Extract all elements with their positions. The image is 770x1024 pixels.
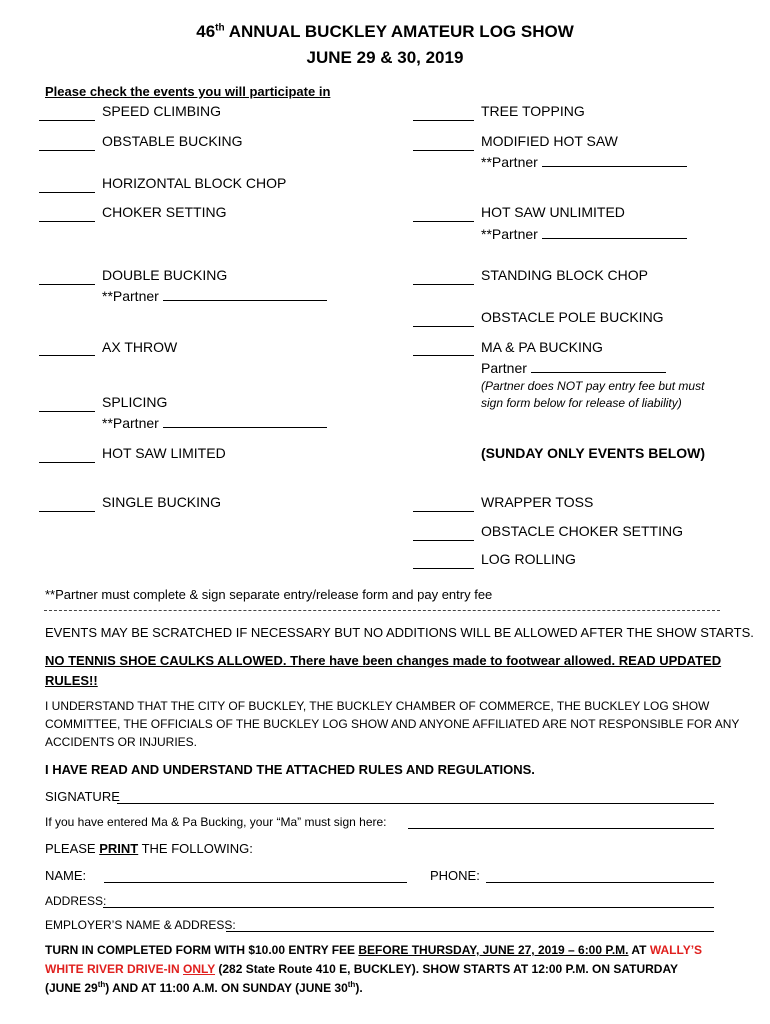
- event-tree-topping: TREE TOPPING: [481, 103, 585, 119]
- signature-label: SIGNATURE: [45, 789, 120, 804]
- name-label: NAME:: [45, 868, 87, 883]
- partner-name-line[interactable]: [542, 154, 687, 167]
- event-horizontal-block-chop: HORIZONTAL BLOCK CHOP: [102, 175, 287, 191]
- title-number: 46: [196, 22, 216, 41]
- title-text: ANNUAL BUCKLEY AMATEUR LOG SHOW: [224, 22, 574, 41]
- partner-name-line[interactable]: [531, 360, 666, 373]
- scratch-notice: EVENTS MAY BE SCRATCHED IF NECESSARY BUT NO ADDITIONS WILL BE ALLOWED AFTER THE SHOW STARTS.: [45, 625, 754, 640]
- divider: [44, 610, 720, 611]
- signature-field[interactable]: [117, 803, 714, 804]
- print-pre: PLEASE: [45, 841, 100, 856]
- event-log-rolling: LOG ROLLING: [481, 551, 576, 567]
- footer-line-1: [45, 943, 702, 957]
- print-post: THE FOLLOWING:: [138, 841, 253, 856]
- event-obstable-bucking: OBSTABLE BUCKING: [102, 133, 243, 149]
- footer-text: AT: [628, 943, 650, 957]
- event-obstacle-choker-setting: OBSTACLE CHOKER SETTING: [481, 523, 683, 539]
- address-field[interactable]: [103, 907, 714, 908]
- checkbox-line-standing-block-chop[interactable]: [413, 284, 474, 285]
- event-splicing: SPLICING: [102, 394, 168, 410]
- event-hot-saw-limited: HOT SAW LIMITED: [102, 445, 226, 461]
- ma-pa-note-line-1: (Partner does NOT pay entry fee but must: [481, 379, 705, 393]
- partner-footnote: **Partner must complete & sign separate entry/release form and pay entry fee: [45, 587, 493, 602]
- checkbox-line-tree-topping[interactable]: [413, 120, 474, 121]
- ma-pa-note-line-2: sign form below for release of liability): [481, 396, 682, 410]
- caulks-notice-line-1: NO TENNIS SHOE CAULKS ALLOWED. There have been changes made to footwear allowed. READ UPDATED: [45, 653, 722, 668]
- checkbox-line-ma-pa-bucking[interactable]: [413, 355, 474, 356]
- double-bucking-partner: [102, 288, 327, 304]
- checkbox-line-speed-climbing[interactable]: [39, 120, 95, 121]
- checkbox-line-choker-setting[interactable]: [39, 221, 95, 222]
- deadline-text: BEFORE THURSDAY, JUNE 27, 2019 – 6:00 P.M.: [358, 943, 629, 957]
- event-modified-hot-saw: MODIFIED HOT SAW: [481, 133, 618, 149]
- print-instruction: [45, 841, 253, 856]
- liability-line-3: ACCIDENTS OR INJURIES.: [45, 735, 198, 749]
- checkbox-line-splicing[interactable]: [39, 411, 95, 412]
- event-choker-setting: CHOKER SETTING: [102, 204, 227, 220]
- checkbox-line-double-bucking[interactable]: [39, 284, 95, 285]
- event-speed-climbing: SPEED CLIMBING: [102, 103, 222, 119]
- partner-label: Partner: [481, 360, 527, 376]
- partner-name-line[interactable]: [542, 226, 687, 239]
- employer-label: EMPLOYER’S NAME & ADDRESS:: [45, 918, 236, 932]
- splicing-partner: [102, 415, 327, 431]
- hot-saw-unlimited-partner: [481, 226, 687, 242]
- checkbox-line-obstacle-pole-bucking[interactable]: [413, 326, 474, 327]
- name-field[interactable]: [104, 882, 407, 883]
- checkbox-line-hot-saw-limited[interactable]: [39, 462, 95, 463]
- event-hot-saw-unlimited: HOT SAW UNLIMITED: [481, 204, 625, 220]
- phone-label: PHONE:: [430, 868, 480, 883]
- ordinal: th: [347, 980, 356, 989]
- checkbox-line-log-rolling[interactable]: [413, 568, 474, 569]
- checkbox-line-ax-throw[interactable]: [39, 355, 95, 356]
- title-ordinal: th: [215, 22, 225, 34]
- checkbox-line-obstacle-choker-setting[interactable]: [413, 540, 474, 541]
- phone-field[interactable]: [486, 882, 714, 883]
- checkbox-line-hot-saw-unlimited[interactable]: [413, 221, 474, 222]
- ma-pa-partner: [481, 360, 666, 376]
- venue-name: WALLY’S: [649, 943, 703, 957]
- ordinal: th: [97, 980, 106, 989]
- employer-field[interactable]: [226, 931, 714, 932]
- form-title: [0, 22, 770, 42]
- footer-text: (282 State Route 410 E, BUCKLEY). SHOW STARTS AT 12:00 P.M. ON SATURDAY: [215, 962, 679, 976]
- event-single-bucking: SINGLE BUCKING: [102, 494, 222, 510]
- checkbox-line-wrapper-toss[interactable]: [413, 511, 474, 512]
- footer-text: (JUNE 29: [45, 981, 98, 995]
- liability-line-2: COMMITTEE, THE OFFICIALS OF THE BUCKLEY LOG SHOW AND ANYONE AFFILIATED ARE NOT RESPONSIBLE FOR ANY: [45, 717, 740, 731]
- only-emphasis: ONLY: [183, 962, 216, 976]
- event-double-bucking: DOUBLE BUCKING: [102, 267, 228, 283]
- footer-text: TURN IN COMPLETED FORM WITH $10.00 ENTRY FEE: [45, 943, 359, 957]
- partner-label: **Partner: [481, 154, 538, 170]
- caulks-notice-line-2: RULES!!: [45, 673, 98, 688]
- modified-hot-saw-partner: [481, 154, 687, 170]
- partner-label: **Partner: [481, 226, 538, 242]
- event-standing-block-chop: STANDING BLOCK CHOP: [481, 267, 648, 283]
- footer-text: ).: [355, 981, 363, 995]
- instruction-heading: Please check the events you will participate in: [45, 84, 331, 99]
- partner-label: **Partner: [102, 288, 159, 304]
- read-rules-statement: I HAVE READ AND UNDERSTAND THE ATTACHED RULES AND REGULATIONS.: [45, 762, 535, 777]
- show-dates: JUNE 29 & 30, 2019: [306, 48, 464, 67]
- ma-signature-field[interactable]: [408, 828, 714, 829]
- ma-signature-label: If you have entered Ma & Pa Bucking, your “Ma” must sign here:: [45, 815, 387, 829]
- event-obstacle-pole-bucking: OBSTACLE POLE BUCKING: [481, 309, 664, 325]
- event-ax-throw: AX THROW: [102, 339, 178, 355]
- venue-name: WHITE RIVER DRIVE-IN: [45, 962, 184, 976]
- address-label: ADDRESS:: [45, 894, 107, 908]
- footer-line-2: [45, 962, 678, 976]
- partner-name-line[interactable]: [163, 415, 327, 428]
- checkbox-line-horizontal-block-chop[interactable]: [39, 192, 95, 193]
- event-wrapper-toss: WRAPPER TOSS: [481, 494, 594, 510]
- footer-line-3: [45, 980, 363, 995]
- checkbox-line-modified-hot-saw[interactable]: [413, 150, 474, 151]
- checkbox-line-single-bucking[interactable]: [39, 511, 95, 512]
- checkbox-line-obstable-bucking[interactable]: [39, 150, 95, 151]
- liability-line-1: I UNDERSTAND THAT THE CITY OF BUCKLEY, THE BUCKLEY CHAMBER OF COMMERCE, THE BUCKLEY LOG SHOW: [45, 699, 710, 713]
- footer-text: ) AND AT 11:00 A.M. ON SUNDAY (JUNE 30: [105, 981, 348, 995]
- event-ma-pa-bucking: MA & PA BUCKING: [481, 339, 603, 355]
- print-word: PRINT: [99, 841, 139, 856]
- partner-label: **Partner: [102, 415, 159, 431]
- partner-name-line[interactable]: [163, 288, 327, 301]
- sunday-events-header: (SUNDAY ONLY EVENTS BELOW): [481, 445, 706, 461]
